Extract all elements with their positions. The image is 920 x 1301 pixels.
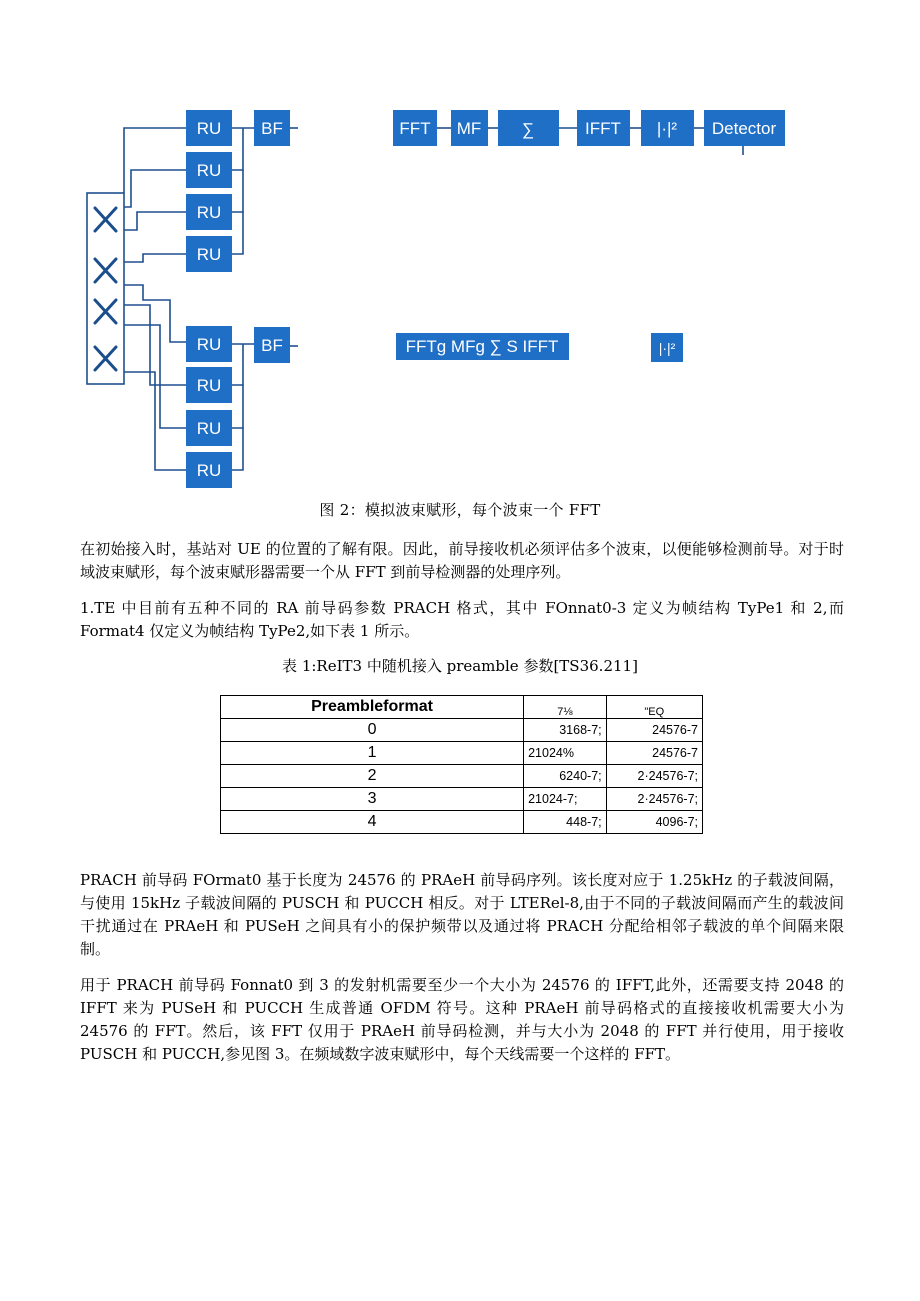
figure-caption: 图 2：模拟波束赋形，每个波束一个 FFT (319, 501, 601, 519)
processing-chain-bottom (396, 333, 683, 362)
paragraph-prach-formats: 1.TE 中目前有五种不同的 RA 前导码参数 PRACH 格式，其中 FOnnat0-3 定义为帧结构 TyPe1 和 2,而 Format4 仅定义为帧结构 TyPe2,如下表 1 所示。 (80, 599, 844, 640)
svg-text:BF: BF (261, 119, 283, 138)
svg-text:RU: RU (196, 203, 222, 222)
svg-text:RU: RU (196, 245, 222, 264)
svg-text:RU: RU (196, 419, 222, 438)
table-header-row (221, 696, 703, 719)
header-tcp: 7⅛ (524, 696, 607, 719)
ru-block (186, 236, 232, 272)
svg-text:RU: RU (196, 335, 222, 354)
ru-block (186, 152, 232, 188)
paragraph-receiver: 用于 PRACH 前导码 Fonnat0 到 3 的发射机需要至少一个大小为 24576 的 IFFT,此外，还需要支持 2048 的 IFFT 来为 PUSeH 和 PUCCH 生成普通 OFDM 符号。这种 PRAeH 前导码格式的直接接收机需要大小为 24576 的 FFT。然后，该 FFT 仅用于 PRAeH 前导码检测，并与大小为 2048 的 FFT 并行使用，用于接收 PUSCH 和 PUCCH,参见图 3。在频域数字波束赋形中，每个天线需要一个这样的 FFT。 (80, 976, 844, 1063)
bf-block (254, 110, 290, 146)
abs-square-block (641, 110, 694, 146)
ru-block (186, 110, 232, 146)
combine-lines (232, 128, 298, 470)
table-row: 3 21024-7; 2·24576-7; (221, 788, 703, 811)
svg-text:RU: RU (196, 461, 222, 480)
svg-text:|·|²: |·|² (658, 340, 676, 356)
table-row: 4 448-7; 4096-7; (221, 811, 703, 834)
detector-block (704, 110, 785, 146)
svg-text:IFFT: IFFT (585, 119, 621, 138)
ru-block (186, 194, 232, 230)
svg-text:RU: RU (196, 119, 222, 138)
cross-icon (95, 259, 116, 282)
sum-block (498, 110, 559, 146)
svg-text:MF: MF (456, 119, 482, 138)
abs-square-block-small (651, 333, 683, 362)
routing-lines (124, 128, 186, 470)
table-row: 0 3168-7; 24576-7 (221, 719, 703, 742)
paragraph-initial-access: 在初始接入时，基站对 UE 的位置的了解有限。因此，前导接收机必须评估多个波束，以便能够检测前导。对于时域波束赋形，每个波束赋形器需要一个从 FFT 到前导检测器的处理序列。 (80, 540, 844, 581)
table-row: 2 6240-7; 2·24576-7; (221, 765, 703, 788)
bf-block (254, 327, 290, 363)
ru-block (186, 410, 232, 446)
processing-chain-top (393, 110, 785, 155)
preamble-parameter-table (220, 695, 703, 834)
header-tseq: "EQ (606, 696, 702, 719)
svg-text:|·|²: |·|² (656, 119, 678, 138)
ifft-block (577, 110, 630, 146)
fft-block (393, 110, 437, 146)
svg-text:∑: ∑ (521, 120, 535, 139)
svg-text:FFTg MFg ∑ S IFFT: FFTg MFg ∑ S IFFT (405, 337, 559, 356)
table-title: 表 1:ReIT3 中随机接入 preamble 参数[TS36.211] (282, 657, 638, 675)
cross-icons (95, 208, 116, 370)
cross-icon (95, 347, 116, 370)
svg-text:RU: RU (196, 376, 222, 395)
ru-block (186, 452, 232, 488)
cross-icon (95, 208, 116, 231)
paragraph-format0: PRACH 前导码 FOrmat0 基于长度为 24576 的 PRAeH 前导码序列。该长度对应于 1.25kHz 的子载波间隔，与使用 15kHz 子载波间隔的 PUSCH 和 PUCCH 相反。对于 LTERel-8,由于不同的子载波间隔而产生的载波间干扰通过在 PRAeH 和 PUSeH 之间具有小的保护频带以及通过将 PRACH 分配给相邻子载波的单个间隔来限制。 (80, 871, 844, 958)
svg-text:Detector: Detector (711, 119, 777, 138)
mf-block (451, 110, 488, 146)
ru-block (186, 326, 232, 362)
table-row: 1 21024% 24576-7 (221, 742, 703, 765)
cross-icon (95, 300, 116, 323)
ru-block (186, 367, 232, 403)
svg-text:BF: BF (261, 336, 283, 355)
svg-text:RU: RU (196, 161, 222, 180)
svg-text:FFT: FFT (399, 119, 431, 138)
beamforming-diagram (0, 0, 920, 495)
header-format: Preambleformat (221, 696, 524, 719)
